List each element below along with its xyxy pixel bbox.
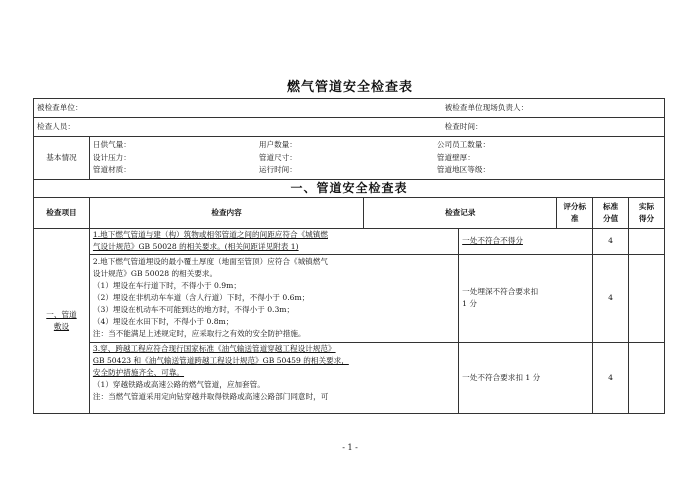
area-class-label: 管道地区等级： [436, 165, 491, 174]
row-1-score: 4 [593, 228, 629, 254]
basic-info-label: 基本情况 [34, 137, 90, 180]
row-2-content: 2.地下燃气管道埋设的最小覆土厚度（地面至管顶）应符合《城镇燃气 设计规范》GB 50028 的相关要求。 （1）埋设在车行道下时，不得小于 0.9m； （2）埋设在非机动车车道（含人行道）下时，不得小于 0.6m； （3）埋设在机动车不可能到达的地方时，不得小于 0.3m； （4）埋设在水田下时，不得小于 0.8m； 注：当不能满足上述规定时，应采取行之有效的安全防护措施。 [89, 254, 458, 342]
pipe-material-label: 管道材质： [92, 165, 131, 174]
design-pressure-label: 设计压力： [92, 152, 131, 162]
row-1-actual [629, 228, 665, 254]
header-record: 检查记录 [364, 197, 557, 228]
row-2-score: 4 [593, 254, 629, 342]
user-count-label: 用户数量： [258, 140, 297, 149]
group-label [34, 228, 90, 413]
inspection-time-cell [444, 118, 665, 137]
header-criteria: 评分标准 [557, 197, 593, 228]
inspection-sheet [33, 98, 665, 414]
header-item: 检查项目 [34, 197, 90, 228]
inspector-label: 检查人员： [37, 122, 75, 131]
row-3-score: 4 [593, 342, 629, 413]
daily-gas-label: 日供气量： [92, 140, 131, 149]
site-lead-label: 被检查单位现场负责人： [444, 103, 529, 112]
row-3-actual [629, 342, 665, 413]
header-std-score: 标准 分值 [593, 197, 629, 228]
wall-thickness-label: 管道壁厚： [436, 152, 475, 162]
inspection-time-label: 检查时间： [444, 122, 483, 131]
inspector-cell [34, 118, 459, 137]
row-1-content: 1.地下燃气管道与建（构）筑物或相邻管道之间的间距应符合《城镇燃 气设计规范》GB 50028 的相关要求。(相关间距详见附表 1) [89, 228, 458, 254]
row-2-actual [629, 254, 665, 342]
page-number: - 1 - [342, 443, 358, 452]
inspected-unit-label: 被检查单位： [37, 103, 83, 112]
row-3-content: 3.穿、跨越工程应符合现行国家标准《油气输送管道穿越工程设计规范》 GB 50423 和《油气输送管道跨越工程设计规范》GB 50459 的相关要求， 安全防护措施齐全、可靠。 （1）穿越铁路或高速公路的燃气管道，应加套管。 注：当燃气管道采用定向钻穿越并取得铁路或高速公路部门同意时，可 [89, 342, 458, 413]
staff-count-label: 公司员工数量： [436, 140, 491, 149]
page-title: 燃气管道安全检查表 [286, 80, 413, 95]
header-actual-score: 实际 得分 [629, 197, 665, 228]
inspected-unit-cell [34, 99, 459, 118]
site-lead-cell [444, 99, 665, 118]
row-2-criteria: 一处埋深不符合要求扣 1 分 [459, 254, 593, 342]
header-content: 检查内容 [89, 197, 363, 228]
run-time-label: 运行时间： [258, 165, 297, 174]
inspection-table [33, 98, 665, 414]
basic-info-cell [89, 137, 664, 180]
section-title: 一、管道安全检查表 [34, 179, 665, 197]
group-label-line-2: 敷设 [53, 321, 70, 331]
row-1-criteria: 一处不符合不得分 [459, 228, 593, 254]
row-3-criteria: 一处不符合要求扣 1 分 [459, 342, 593, 413]
group-label-line-1: 一、管道 [46, 309, 77, 319]
pipe-size-label: 管道尺寸： [258, 152, 297, 162]
